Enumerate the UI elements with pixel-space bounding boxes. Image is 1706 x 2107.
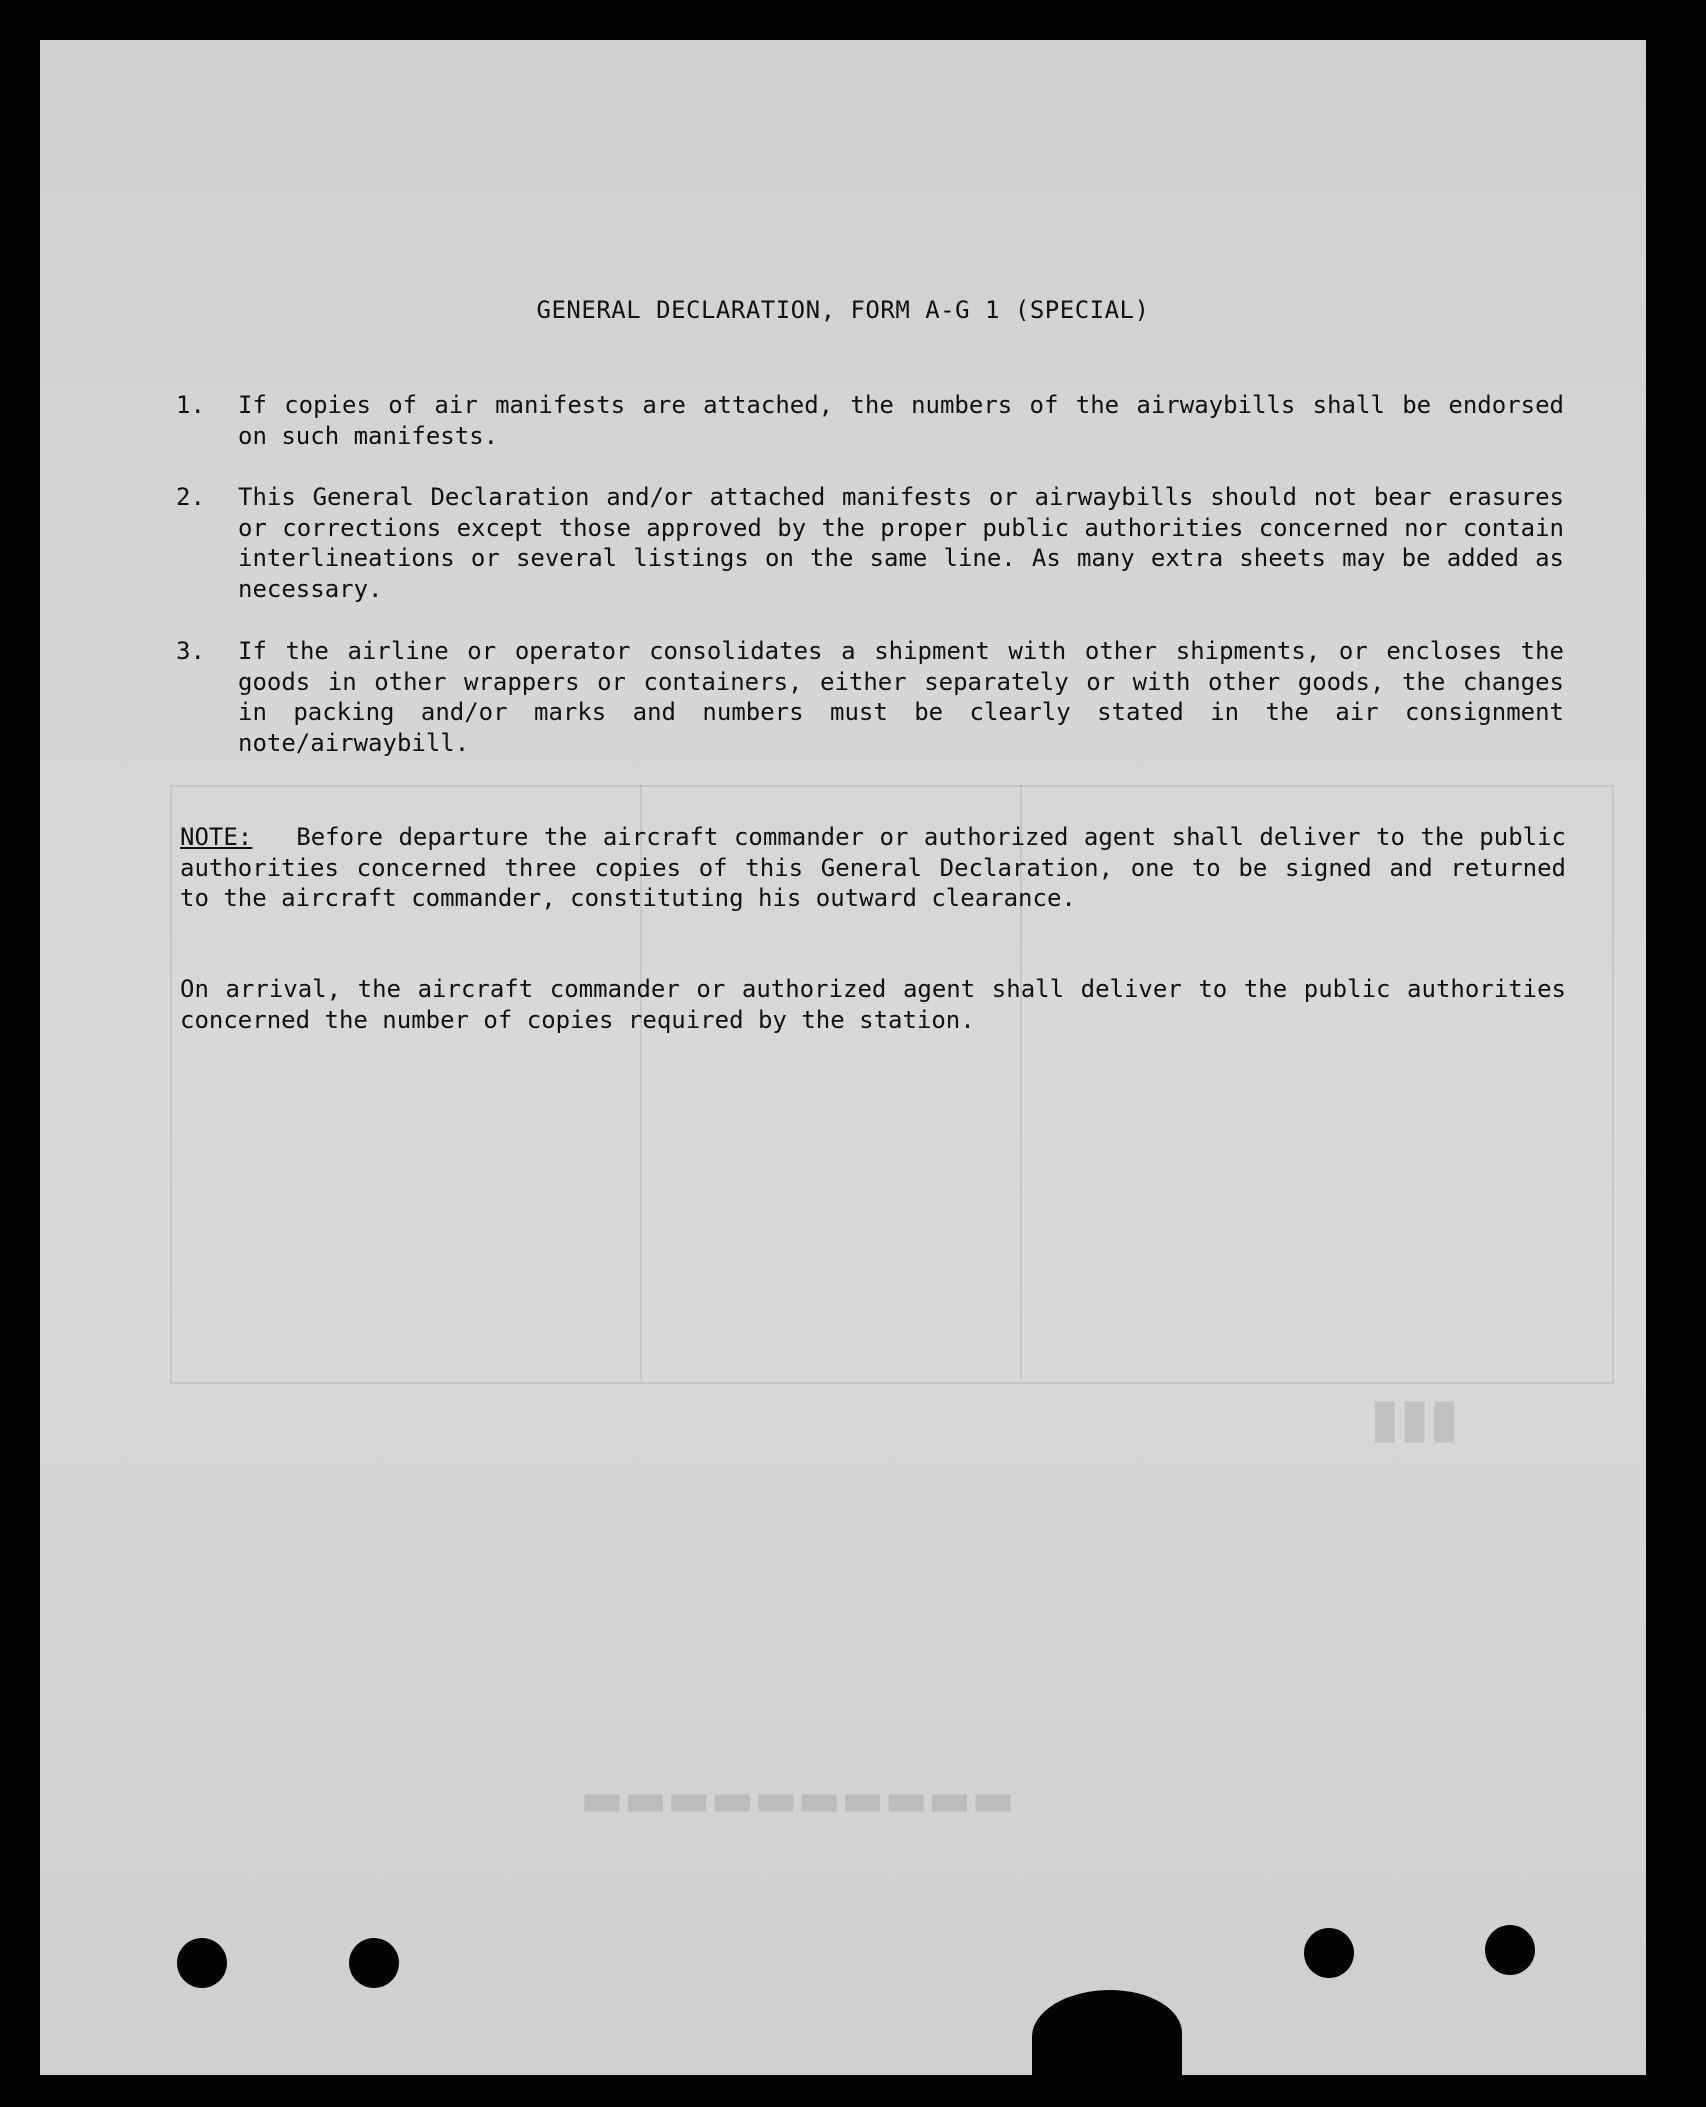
arrival-paragraph: On arrival, the aircraft commander or authorized agent shall deliver to the public authorities concerned the number of copies required by the station.	[180, 975, 1566, 1034]
bleed-through-text: ▮▮▮	[1370, 1395, 1460, 1459]
item-number: 2.	[176, 483, 205, 511]
torn-edge	[1032, 1990, 1182, 2075]
document-title: GENERAL DECLARATION, FORM A-G 1 (SPECIAL)	[536, 296, 1150, 324]
item-number: 1.	[176, 391, 205, 419]
paper-sheet	[40, 40, 1646, 2075]
punch-hole	[349, 1938, 399, 1988]
punch-hole	[1304, 1928, 1354, 1978]
item-text: If the airline or operator consolidates a shipment with other shipments, or encloses the goods in other wrappers or containers, either separately or with other goods, the changes in packing and/or marks and numbers must be clearly stated in the air consignment note/airwaybill.	[238, 637, 1564, 757]
bleed-through-text: ▬▬▬▬▬▬▬▬▬▬	[580, 1780, 1015, 1834]
note-text: Before departure the aircraft commander or authorized agent shall deliver to the public authorities concerned three copies of this General Declaration, one to be signed and returned to the aircraft commander, constituting his outward clearance.	[180, 823, 1566, 912]
item-number: 3.	[176, 637, 205, 665]
note-paragraph	[180, 822, 1566, 914]
note-label: NOTE:	[180, 823, 253, 851]
punch-hole	[177, 1938, 227, 1988]
punch-hole	[1485, 1925, 1535, 1975]
item-text: If copies of air manifests are attached, the numbers of the airwaybills shall be endorsed on such manifests.	[238, 391, 1564, 450]
item-text: This General Declaration and/or attached manifests or airwaybills should not bear erasures or corrections except those approved by the proper public authorities concerned nor contain interlineations or several listings on the same line. As many extra sheets may be added as necessary.	[238, 483, 1564, 603]
